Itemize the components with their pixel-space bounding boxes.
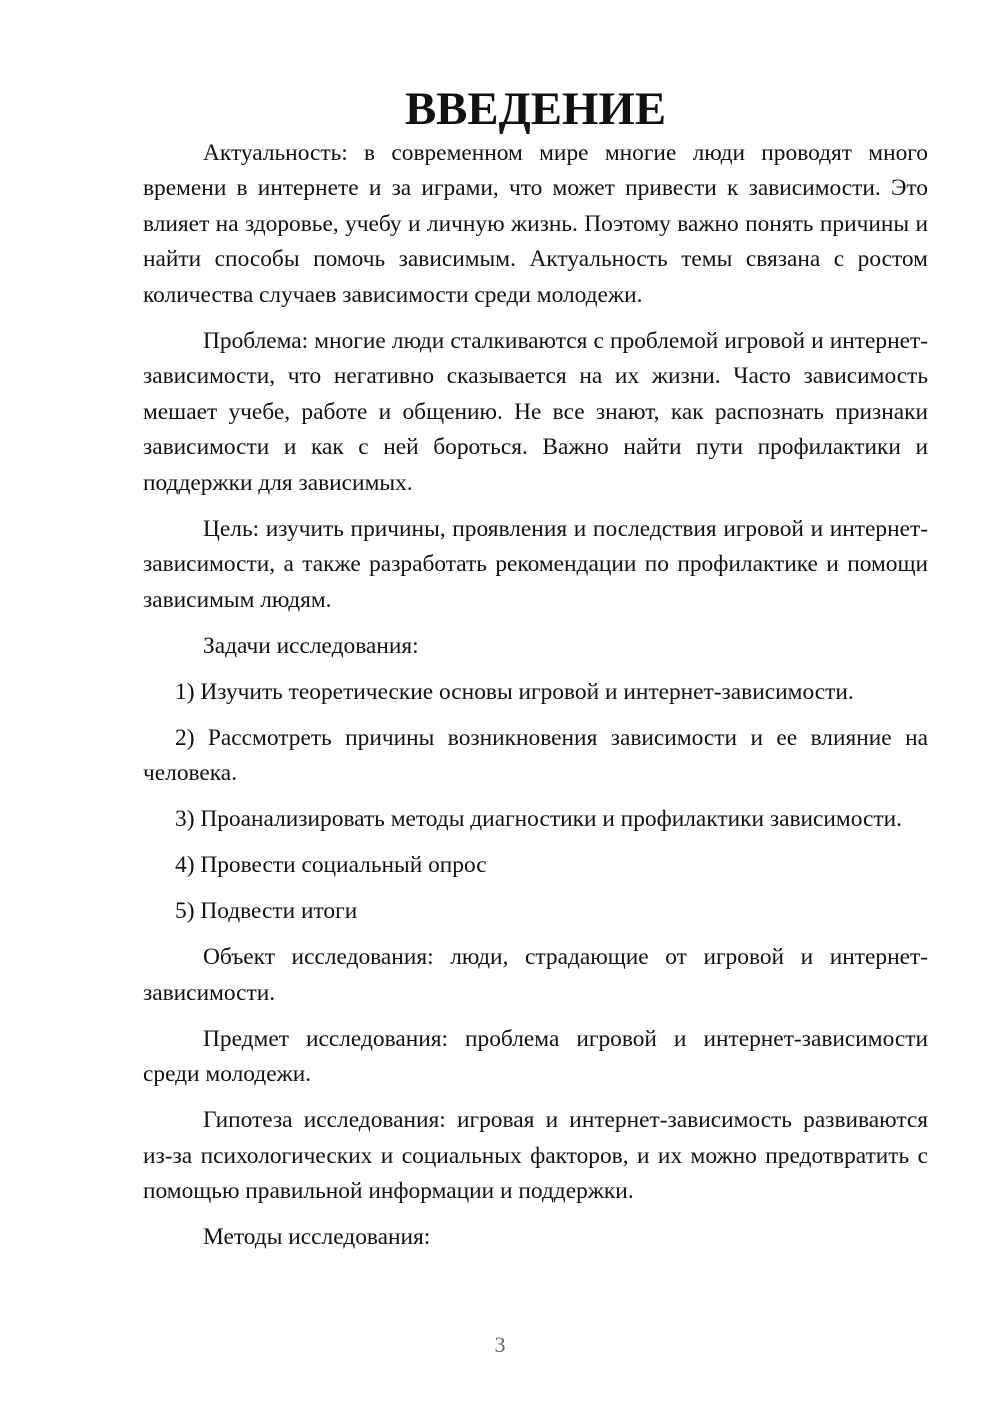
- page-title: ВВЕДЕНИЕ: [404, 83, 667, 135]
- page-number: 3: [494, 1332, 506, 1357]
- task-item-3: 3) Проанализировать методы диагностики и профилактики зависимости.: [175, 806, 902, 832]
- relevance-paragraph: Актуальность: в современном мире многие люди проводят много времени в интернете и за играми, что может привести к зависимости. Это влияет на здоровье, учебу и личную жизнь. Поэтому важно понять причины и найти способы помочь зависимым. Актуальность темы связана с ростом количества случаев зависимости среди молодежи.: [143, 139, 928, 308]
- problem-paragraph: Проблема: многие люди сталкиваются с проблемой игровой и интернет-зависимости, что негативно сказывается на их жизни. Часто зависимость мешает учебе, работе и общению. Не все знают, как распознать признаки зависимости и как с ней бороться. Важно найти пути профилактики и поддержки для зависимых.: [143, 327, 928, 496]
- goal-paragraph: Цель: изучить причины, проявления и последствия игровой и интернет-зависимости, а также разработать рекомендации по профилактике и помощи зависимым людям.: [143, 515, 928, 613]
- page-content: [143, 83, 928, 1266]
- tasks-heading: Задачи исследования:: [203, 632, 419, 659]
- hypothesis-paragraph: Гипотеза исследования: игровая и интернет-зависимость развиваются из-за психологических и социальных факторов, и их можно предотвратить с помощью правильной информации и поддержки.: [143, 1107, 928, 1204]
- methods-paragraph: Методы исследования:: [203, 1224, 431, 1250]
- task-item-4: 4) Провести социальный опрос: [175, 852, 487, 878]
- task-item-2: 2) Рассмотреть причины возникновения зависимости и ее влияние на человека.: [143, 724, 928, 786]
- task-item-1: 1) Изучить теоретические основы игровой и интернет-зависимости.: [175, 678, 854, 705]
- task-item-5: 5) Подвести итоги: [175, 898, 358, 924]
- object-paragraph: Объект исследования: люди, страдающие от игровой и интернет-зависимости.: [143, 944, 928, 1006]
- subject-paragraph: Предмет исследования: проблема игровой и интернет-зависимости среди молодежи.: [143, 1025, 928, 1087]
